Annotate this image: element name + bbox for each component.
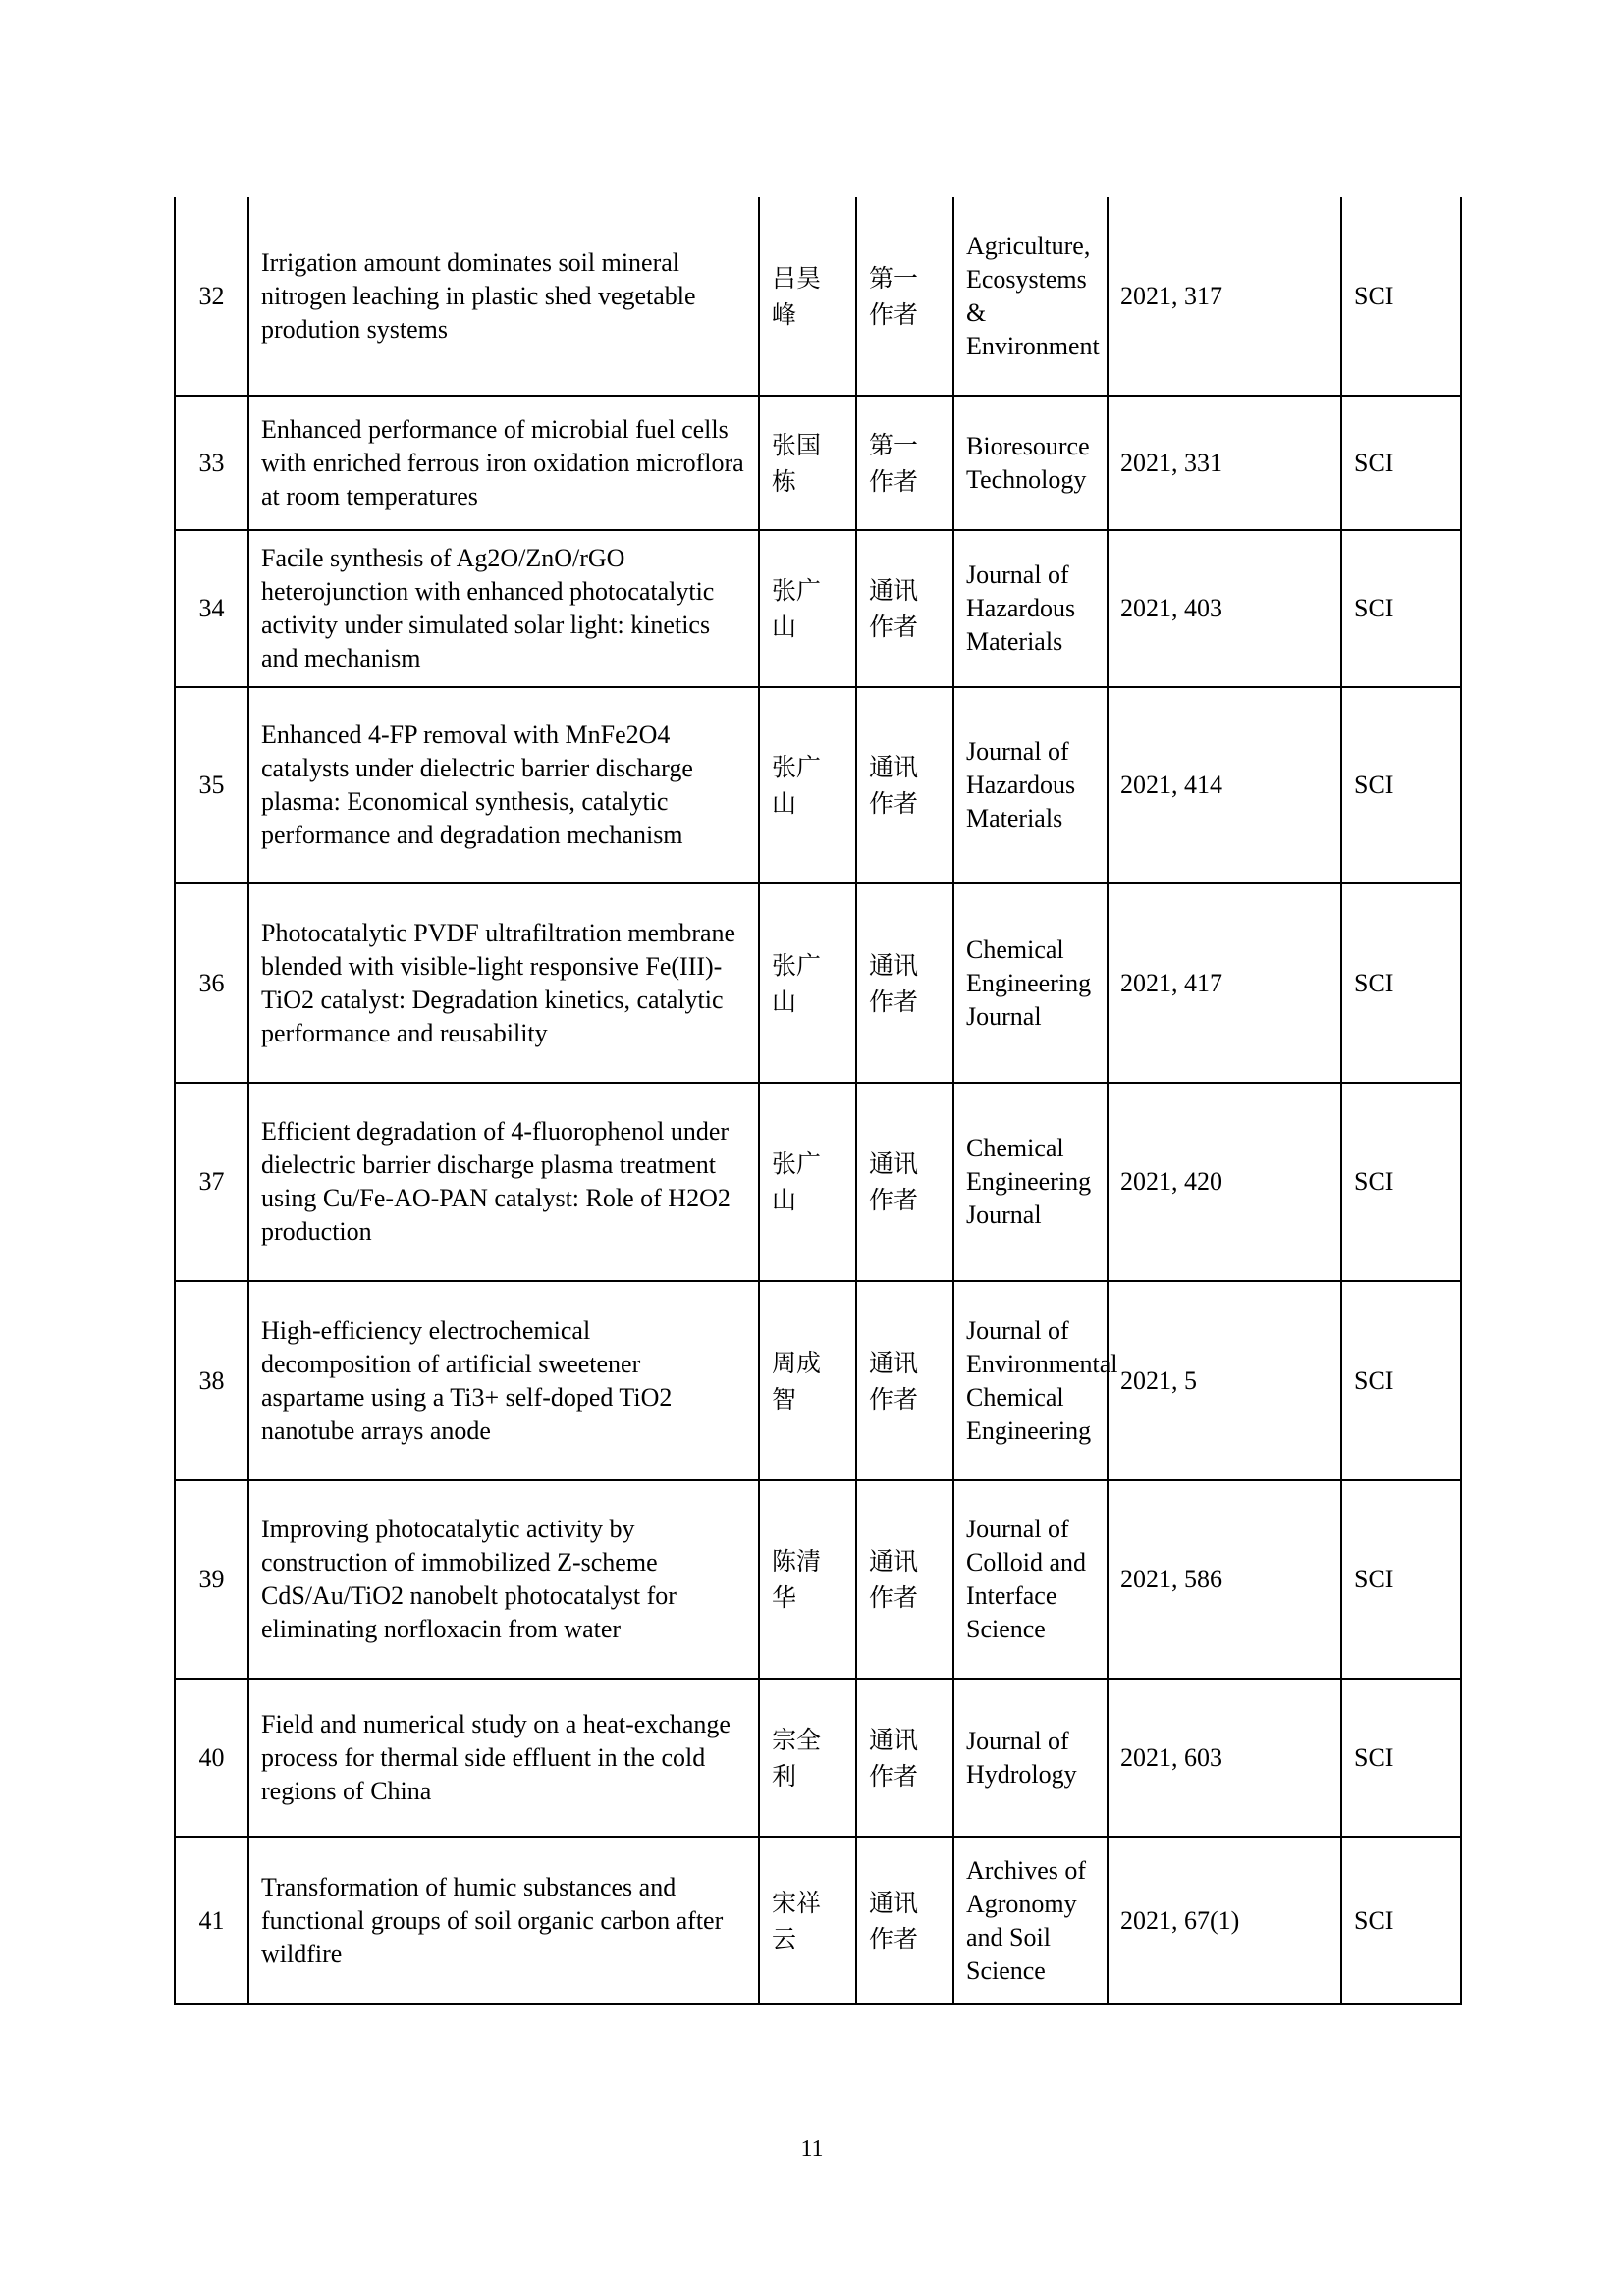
journal-name: Chemical Engineering Journal [953,1083,1108,1281]
journal-name: Chemical Engineering Journal [953,883,1108,1083]
author-role: 通讯作者 [856,1679,953,1837]
year-volume: 2021, 420 [1108,1083,1341,1281]
table-row [175,530,1461,687]
table-row [175,883,1461,1083]
year-volume: 2021, 603 [1108,1679,1341,1837]
table-row [175,1837,1461,2004]
author-role: 通讯作者 [856,1281,953,1480]
author-name: 吕昊峰 [759,197,856,396]
journal-name: Journal of Colloid and Interface Science [953,1480,1108,1679]
table-body [175,197,1461,2004]
journal-name: Bioresource Technology [953,396,1108,530]
table-row [175,396,1461,530]
year-volume: 2021, 417 [1108,883,1341,1083]
row-number: 35 [175,687,248,883]
table-row [175,1679,1461,1837]
author-role: 通讯作者 [856,1837,953,2004]
row-number: 39 [175,1480,248,1679]
row-number: 36 [175,883,248,1083]
paper-title: Photocatalytic PVDF ultrafiltration membrane blended with visible-light responsive Fe(III)-TiO2 catalyst: Degradation kinetics, catalytic performance and reusability [248,883,759,1083]
journal-name: Agriculture, Ecosystems & Environment [953,197,1108,396]
paper-title: Field and numerical study on a heat-exchange process for thermal side effluent in the cold regions of China [248,1679,759,1837]
index-type: SCI [1341,1281,1461,1480]
index-type: SCI [1341,530,1461,687]
year-volume: 2021, 414 [1108,687,1341,883]
year-volume: 2021, 403 [1108,530,1341,687]
paper-title: High-efficiency electrochemical decomposition of artificial sweetener aspartame using a Ti3+ self-doped TiO2 nanotube arrays anode [248,1281,759,1480]
paper-title: Transformation of humic substances and functional groups of soil organic carbon after wildfire [248,1837,759,2004]
journal-name: Journal of Hydrology [953,1679,1108,1837]
page-number: 11 [800,2136,824,2162]
index-type: SCI [1341,197,1461,396]
index-type: SCI [1341,396,1461,530]
row-number: 33 [175,396,248,530]
author-role: 通讯作者 [856,1083,953,1281]
author-role: 通讯作者 [856,883,953,1083]
table-row [175,197,1461,396]
journal-name: Journal of Hazardous Materials [953,687,1108,883]
paper-title: Facile synthesis of Ag2O/ZnO/rGO heterojunction with enhanced photocatalytic activity under simulated solar light: kinetics and mechanism [248,530,759,687]
paper-title: Efficient degradation of 4-fluorophenol under dielectric barrier discharge plasma treatment using Cu/Fe-AO-PAN catalyst: Role of H2O2 production [248,1083,759,1281]
publication-table [174,197,1462,2005]
table-row [175,1480,1461,1679]
author-name: 张国栋 [759,396,856,530]
year-volume: 2021, 586 [1108,1480,1341,1679]
author-name: 宗全利 [759,1679,856,1837]
row-number: 41 [175,1837,248,2004]
index-type: SCI [1341,1837,1461,2004]
author-name: 张广山 [759,530,856,687]
journal-name: Archives of Agronomy and Soil Science [953,1837,1108,2004]
year-volume: 2021, 317 [1108,197,1341,396]
table-row [175,1083,1461,1281]
author-name: 张广山 [759,1083,856,1281]
year-volume: 2021, 5 [1108,1281,1341,1480]
journal-name: Journal of Hazardous Materials [953,530,1108,687]
author-name: 张广山 [759,883,856,1083]
author-role: 第一作者 [856,396,953,530]
year-volume: 2021, 67(1) [1108,1837,1341,2004]
table-row [175,687,1461,883]
index-type: SCI [1341,1083,1461,1281]
index-type: SCI [1341,883,1461,1083]
journal-name: Journal of Environmental Chemical Engineering [953,1281,1108,1480]
year-volume: 2021, 331 [1108,396,1341,530]
paper-title: Enhanced performance of microbial fuel cells with enriched ferrous iron oxidation microflora at room temperatures [248,396,759,530]
author-name: 周成智 [759,1281,856,1480]
author-name: 陈清华 [759,1480,856,1679]
author-role: 通讯作者 [856,1480,953,1679]
paper-title: Enhanced 4-FP removal with MnFe2O4 catalysts under dielectric barrier discharge plasma: Economical synthesis, catalytic performance and degradation mechanism [248,687,759,883]
index-type: SCI [1341,687,1461,883]
row-number: 37 [175,1083,248,1281]
author-name: 宋祥云 [759,1837,856,2004]
author-role: 第一作者 [856,197,953,396]
author-role: 通讯作者 [856,687,953,883]
table-row [175,1281,1461,1480]
row-number: 34 [175,530,248,687]
row-number: 38 [175,1281,248,1480]
row-number: 40 [175,1679,248,1837]
paper-title: Improving photocatalytic activity by construction of immobilized Z-scheme CdS/Au/TiO2 nanobelt photocatalyst for eliminating norfloxacin from water [248,1480,759,1679]
index-type: SCI [1341,1679,1461,1837]
paper-title: Irrigation amount dominates soil mineral nitrogen leaching in plastic shed vegetable prodution systems [248,197,759,396]
author-name: 张广山 [759,687,856,883]
index-type: SCI [1341,1480,1461,1679]
row-number: 32 [175,197,248,396]
author-role: 通讯作者 [856,530,953,687]
